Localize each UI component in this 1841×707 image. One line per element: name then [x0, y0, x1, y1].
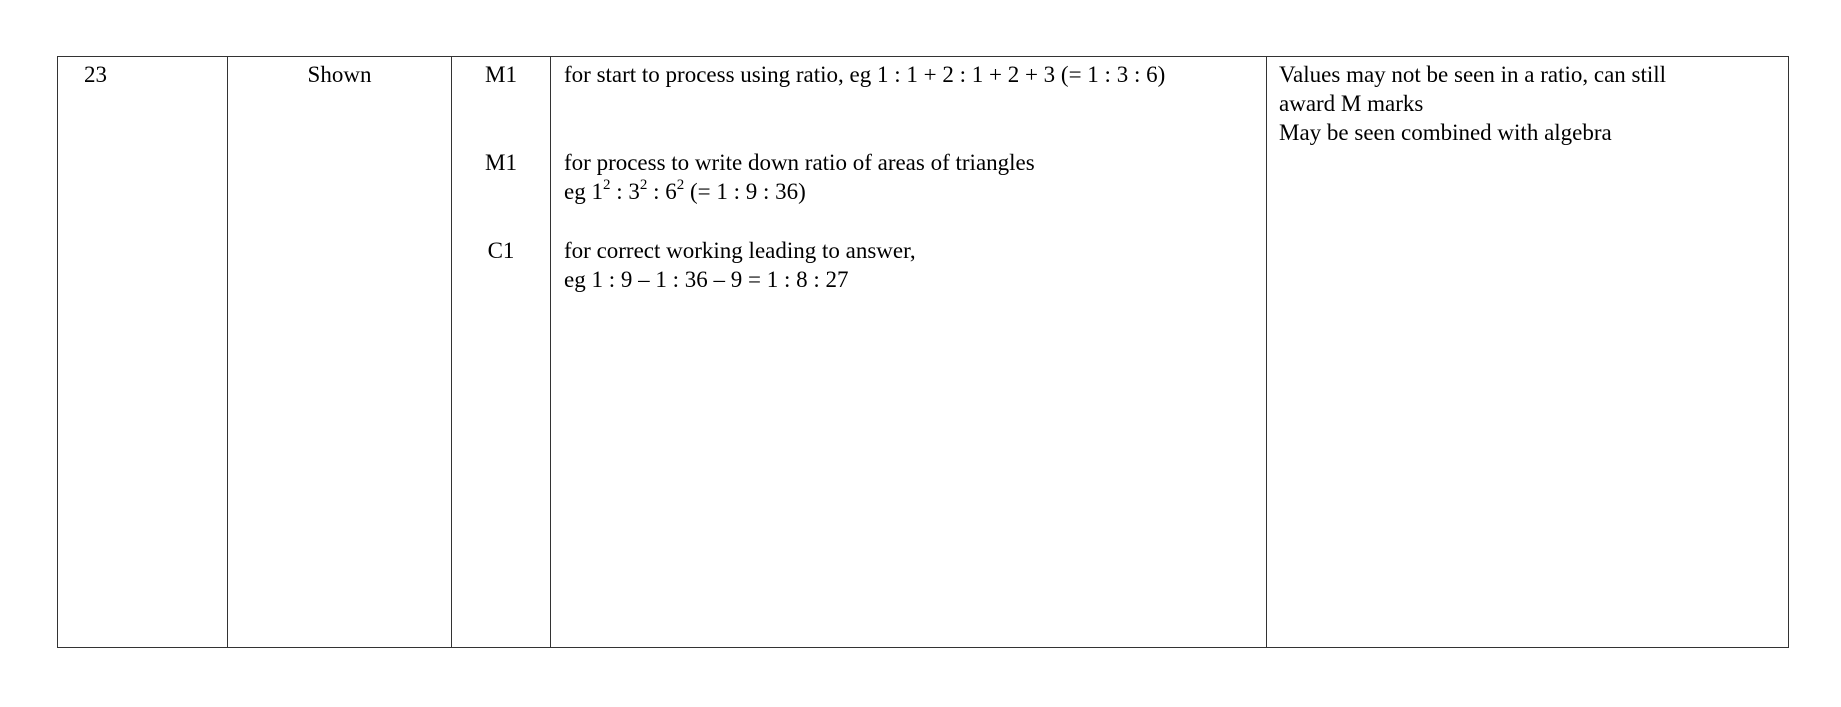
superscript: 2: [676, 177, 685, 194]
superscript: 2: [602, 177, 611, 194]
note-line: for correct working leading to answer,: [564, 238, 916, 263]
note-line: eg 1 : 9 – 1 : 36 – 9 = 1 : 8 : 27: [564, 267, 849, 292]
note-item: [564, 236, 1266, 324]
mark-code: C1: [487, 238, 515, 263]
note-text: (= 1 : 9 : 36): [684, 179, 806, 204]
additional-guidance-cell: [1267, 57, 1789, 648]
note-text: eg 1: [564, 179, 603, 204]
guidance-line: award M marks: [1279, 91, 1424, 116]
superscript: 2: [639, 177, 648, 194]
note-text: : 6: [647, 179, 677, 204]
mark-scheme-table: [57, 56, 1789, 648]
guidance-line: Values may not be seen in a ratio, can still: [1279, 62, 1667, 87]
notes-cell: [551, 57, 1267, 648]
note-text: : 3: [610, 179, 640, 204]
mark-code: M1: [485, 150, 517, 175]
question-cell: [58, 57, 228, 648]
guidance-line: May be seen combined with algebra: [1279, 120, 1612, 145]
mark-code: M1: [485, 62, 517, 87]
mark-item: [452, 148, 550, 236]
mark-item: [452, 60, 550, 148]
note-item: [564, 60, 1266, 148]
note-item: [564, 148, 1266, 236]
mark-item: [452, 236, 550, 324]
note-line: [564, 177, 1266, 206]
answer-text: Shown: [307, 62, 372, 87]
mark-cell: [452, 57, 551, 648]
table-row: [58, 57, 1789, 648]
note-line: for process to write down ratio of areas of triangles: [564, 150, 1035, 175]
answer-cell: [228, 57, 452, 648]
question-number: 23: [84, 62, 107, 87]
note-line: for start to process using ratio, eg 1 : 1 + 2 : 1 + 2 + 3 (= 1 : 3 : 6): [564, 62, 1166, 87]
